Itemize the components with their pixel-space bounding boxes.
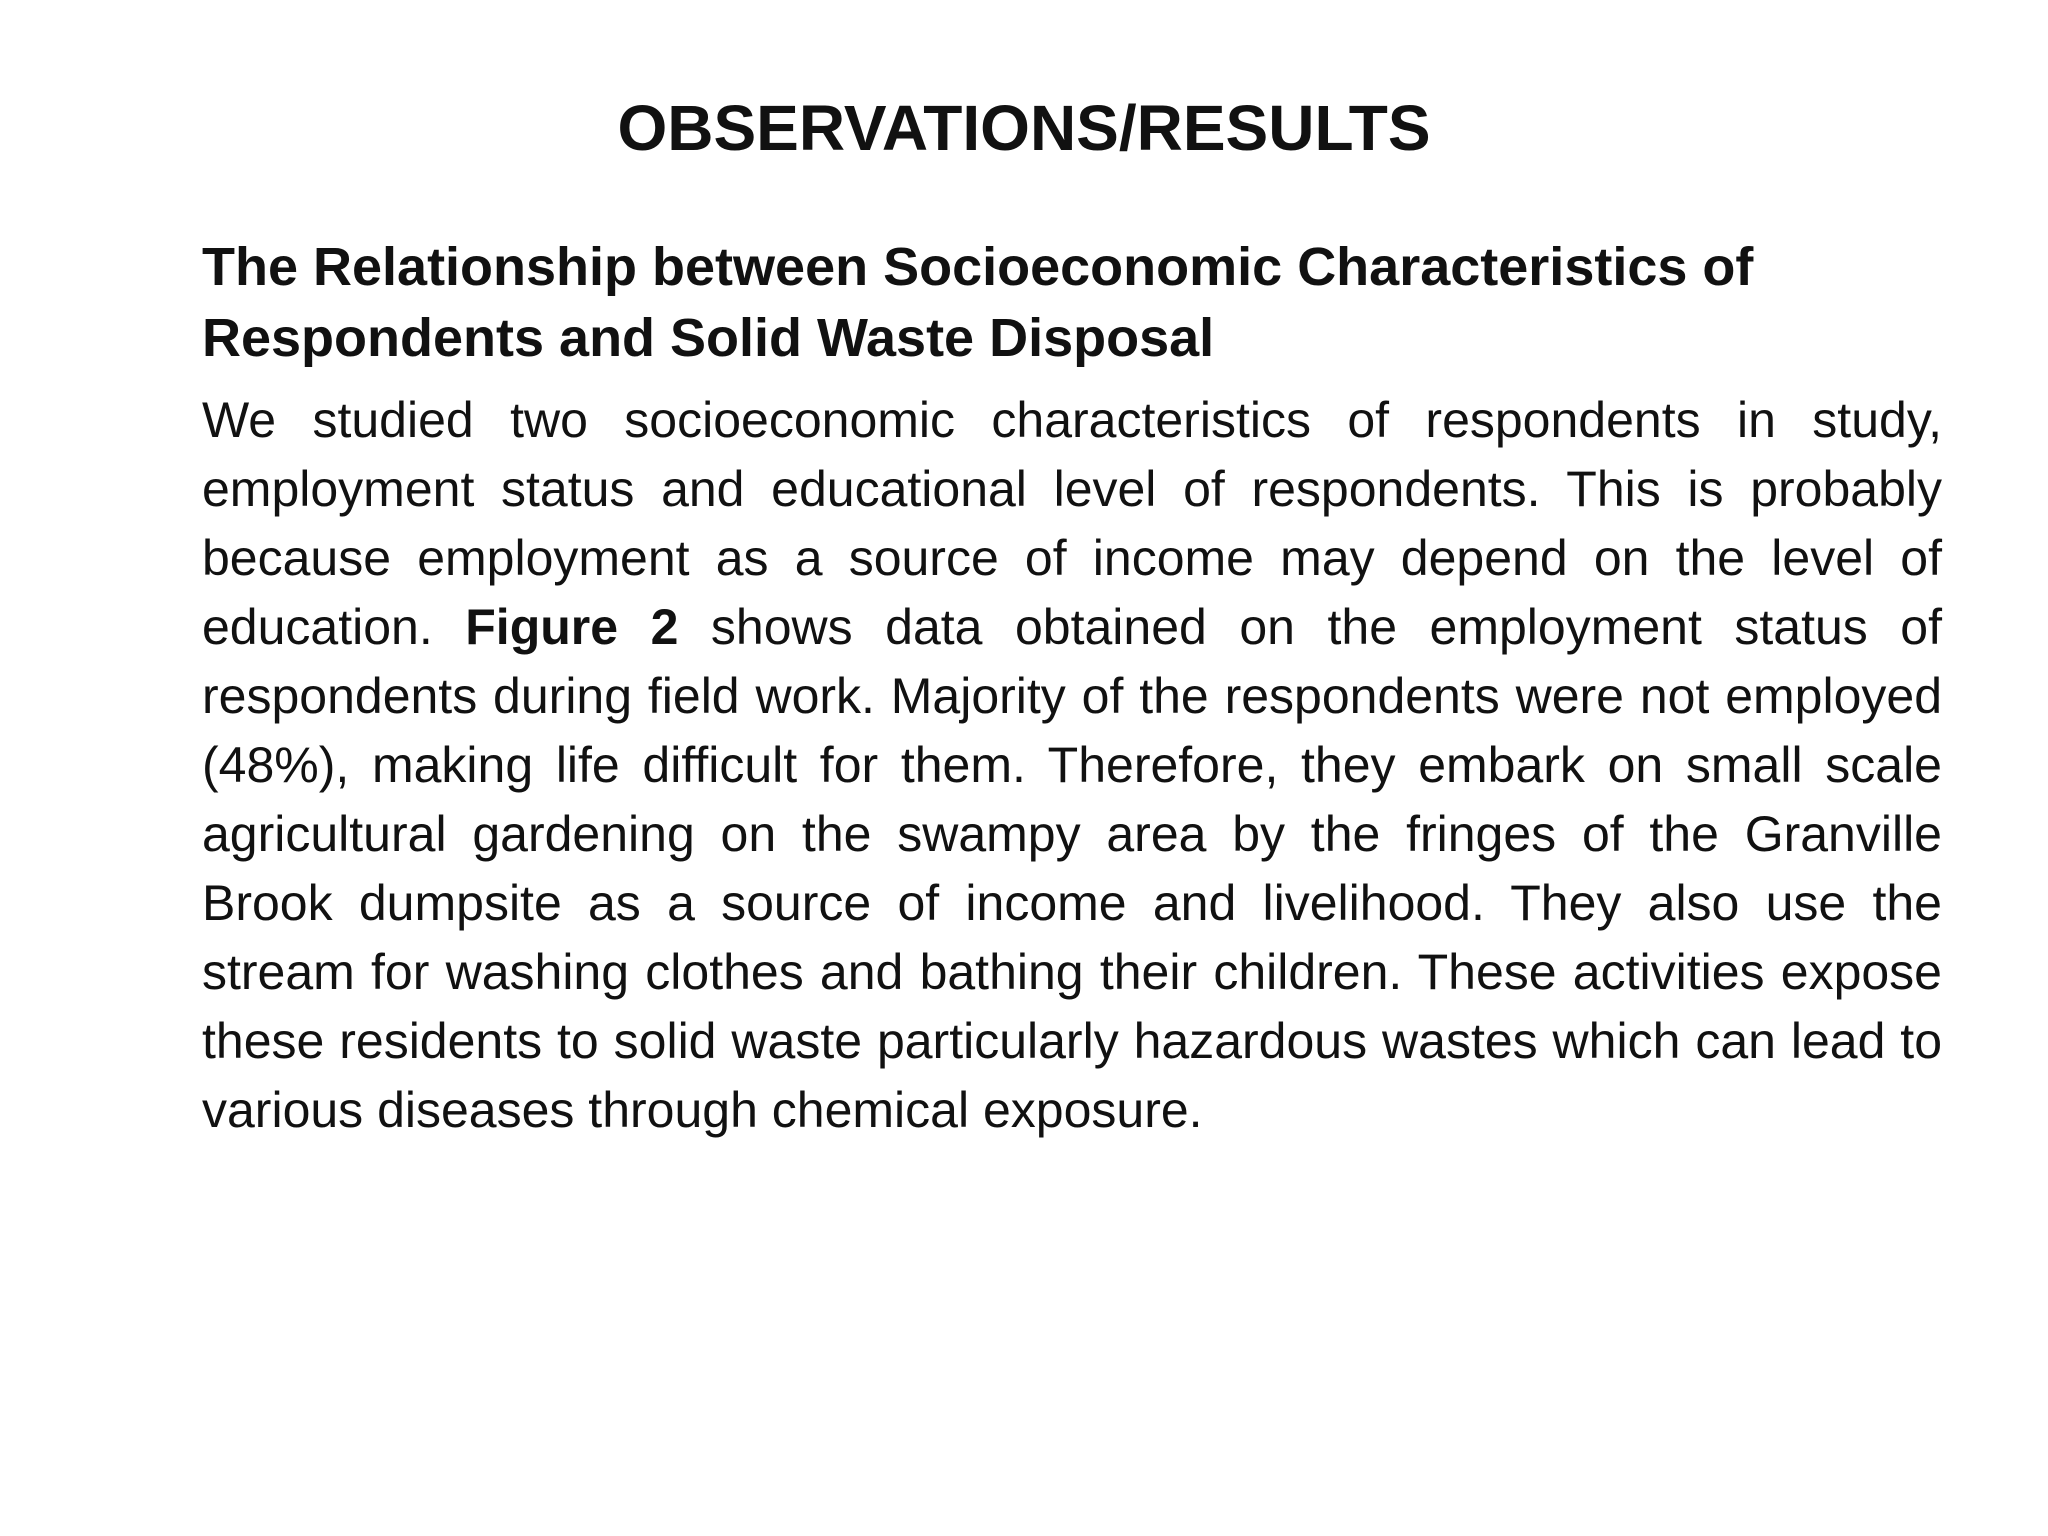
slide-content [202, 232, 1942, 1145]
body-paragraph [202, 386, 1942, 1145]
section-subheading: The Relationship between Socioeconomic Characteristics of Respondents and Solid Waste Disposal [202, 237, 1754, 368]
paragraph-text-part1: We studied two socioeconomic characteristics of respondents in study, employment status and educational level of respondents. This is probably because employment as a source of income may depend on the level of education. [202, 392, 1942, 655]
figure-reference: Figure 2 [465, 599, 679, 655]
paragraph-text-part2: shows data obtained on the employment status of respondents during field work. Majority of the respondents were not employed (48%), making life difficult for them. Therefore, they embark on small scale agricultural gardening on the swampy area by the fringes of the Granville Brook dumpsite as a source of income and livelihood. They also use the stream for washing clothes and bathing their children. These activities expose these residents to solid waste particularly hazardous wastes which can lead to various diseases through chemical exposure. [202, 599, 1943, 1138]
slide-title: OBSERVATIONS/RESULTS [617, 92, 1431, 164]
